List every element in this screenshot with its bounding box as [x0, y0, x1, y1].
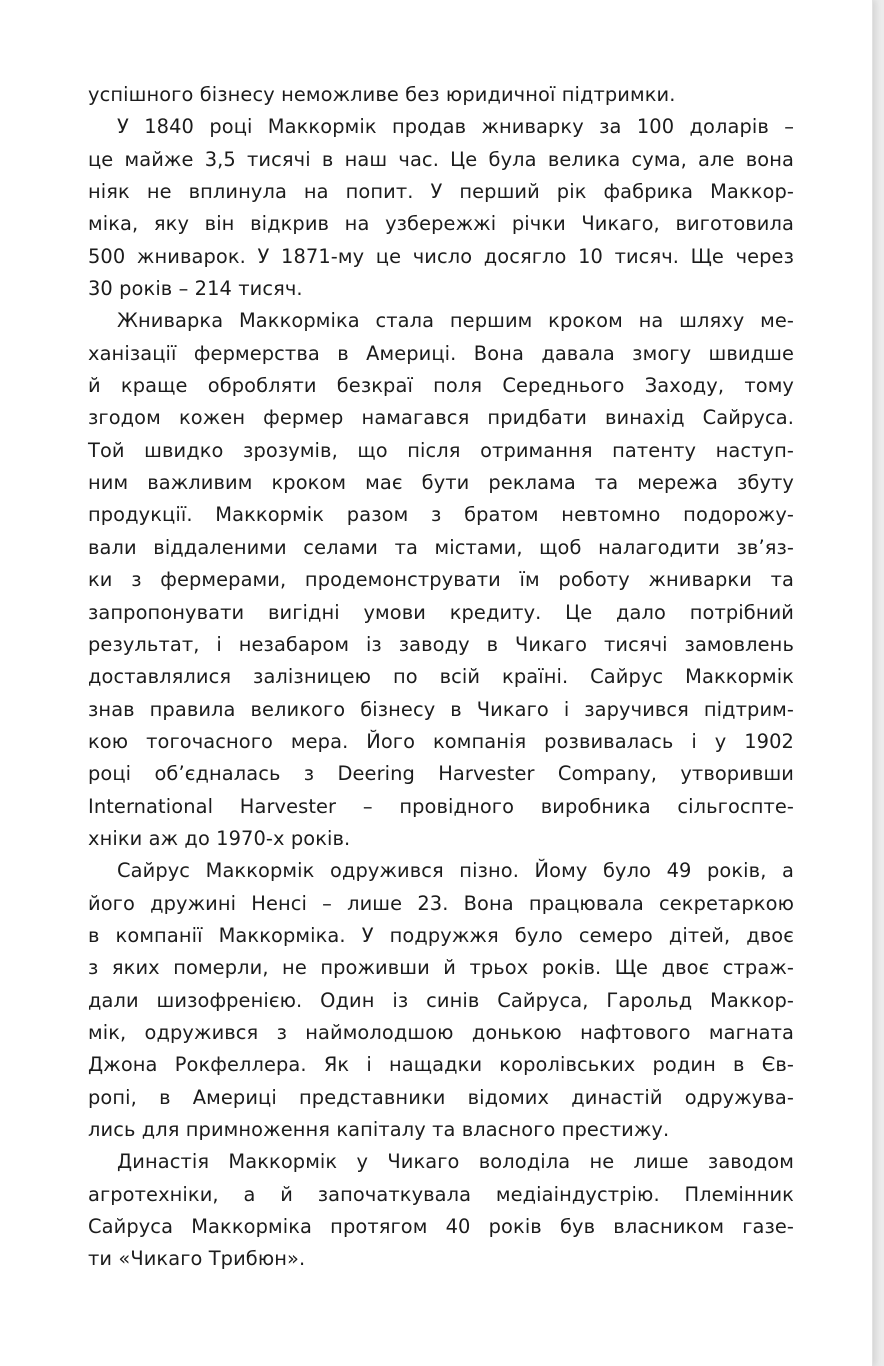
text-line: згодом кожен фермер намагався придбати винахід Сайруса. [88, 406, 794, 430]
text-line: ропі, в Америці представники відомих династій одружува- [88, 1085, 794, 1109]
text-line: доставлялися залізницею по всій країні. Сайрус Маккормік [88, 665, 794, 689]
text-line: й краще обробляти безкраї поля Середнього Заходу, тому [88, 374, 794, 398]
text-line: дали шизофренією. Один із синів Сайруса, Гарольд Маккор- [88, 988, 794, 1012]
text-line: його дружині Ненсі – лише 23. Вона працювала секретаркою [88, 891, 794, 915]
text-line: знав правила великого бізнесу в Чикаго і заручився підтрим- [88, 697, 794, 721]
text-line: Сайруса Маккорміка протягом 40 років був власником газе- [88, 1215, 794, 1239]
body-text [88, 79, 794, 1276]
text-line: ним важливим кроком має бути реклама та мережа збуту [88, 471, 794, 495]
text-line: 30 років – 214 тисяч. [88, 277, 303, 301]
text-line: ти «Чикаго Трибюн». [88, 1247, 306, 1271]
text-line: вали віддаленими селами та містами, щоб налагодити зв’яз- [88, 535, 794, 559]
text-line: успішного бізнесу неможливе без юридичної підтримки. [88, 83, 676, 106]
text-line: У 1840 році Маккормік продав жниварку за 100 доларів – [117, 115, 794, 139]
text-line: Джона Рокфеллера. Як і нащадки королівських родин в Єв- [88, 1053, 794, 1077]
text-line: міка, яку він відкрив на узбережжі річки Чикаго, виготовила [88, 212, 794, 236]
text-line: в компанії Маккорміка. У подружжя було семеро дітей, двоє [88, 923, 794, 947]
text-line: році об’єдналась з Deering Harvester Company, утворивши [88, 762, 794, 786]
paragraph [88, 1146, 794, 1275]
text-line: результат, і незабаром із заводу в Чикаго тисячі замовлень [88, 632, 794, 656]
text-line: продукції. Маккормік разом з братом невтомно подорожу- [88, 503, 794, 527]
text-line: Сайрус Маккормік одружився пізно. Йому було 49 років, а [117, 859, 794, 883]
text-line: 500 жниварок. У 1871-му це число досягло 10 тисяч. Ще через [88, 244, 794, 268]
text-line: мік, одружився з наймолодшою донькою нафтового магната [88, 1020, 794, 1044]
text-line: International Harvester – провідного виробника сільгоспте- [88, 794, 794, 818]
text-line: ніяк не вплинула на попит. У перший рік фабрика Маккор- [88, 180, 794, 204]
text-line: ханізації фермерства в Америці. Вона давала змогу швидше [88, 341, 794, 365]
text-line: лись для примноження капіталу та власного престижу. [88, 1118, 670, 1141]
paragraph [88, 855, 794, 1146]
text-line: з яких померли, не проживши й трьох років. Ще двоє страж- [88, 956, 794, 980]
paragraph [88, 305, 794, 855]
paragraph [88, 111, 794, 305]
text-line: запропонувати вигідні умови кредиту. Це дало потрібний [88, 600, 794, 624]
text-line: хніки аж до 1970-х років. [88, 826, 351, 850]
text-line: це майже 3,5 тисячі в наш час. Це була велика сума, але вона [88, 147, 794, 171]
paragraph [88, 79, 794, 111]
text-line: Династія Маккормік у Чикаго володіла не лише заводом [117, 1150, 794, 1174]
text-line: ки з фермерами, продемонструвати їм роботу жниварки та [88, 568, 794, 592]
text-line: кою тогочасного мера. Його компанія розвивалась і у 1902 [88, 729, 794, 753]
text-line: агротехніки, а й започаткувала медіаіндустрію. Племінник [88, 1182, 794, 1206]
text-line: Жниварка Маккорміка стала першим кроком на шляху ме- [117, 309, 794, 333]
text-line: Той швидко зрозумів, що після отримання патенту наступ- [88, 438, 794, 462]
